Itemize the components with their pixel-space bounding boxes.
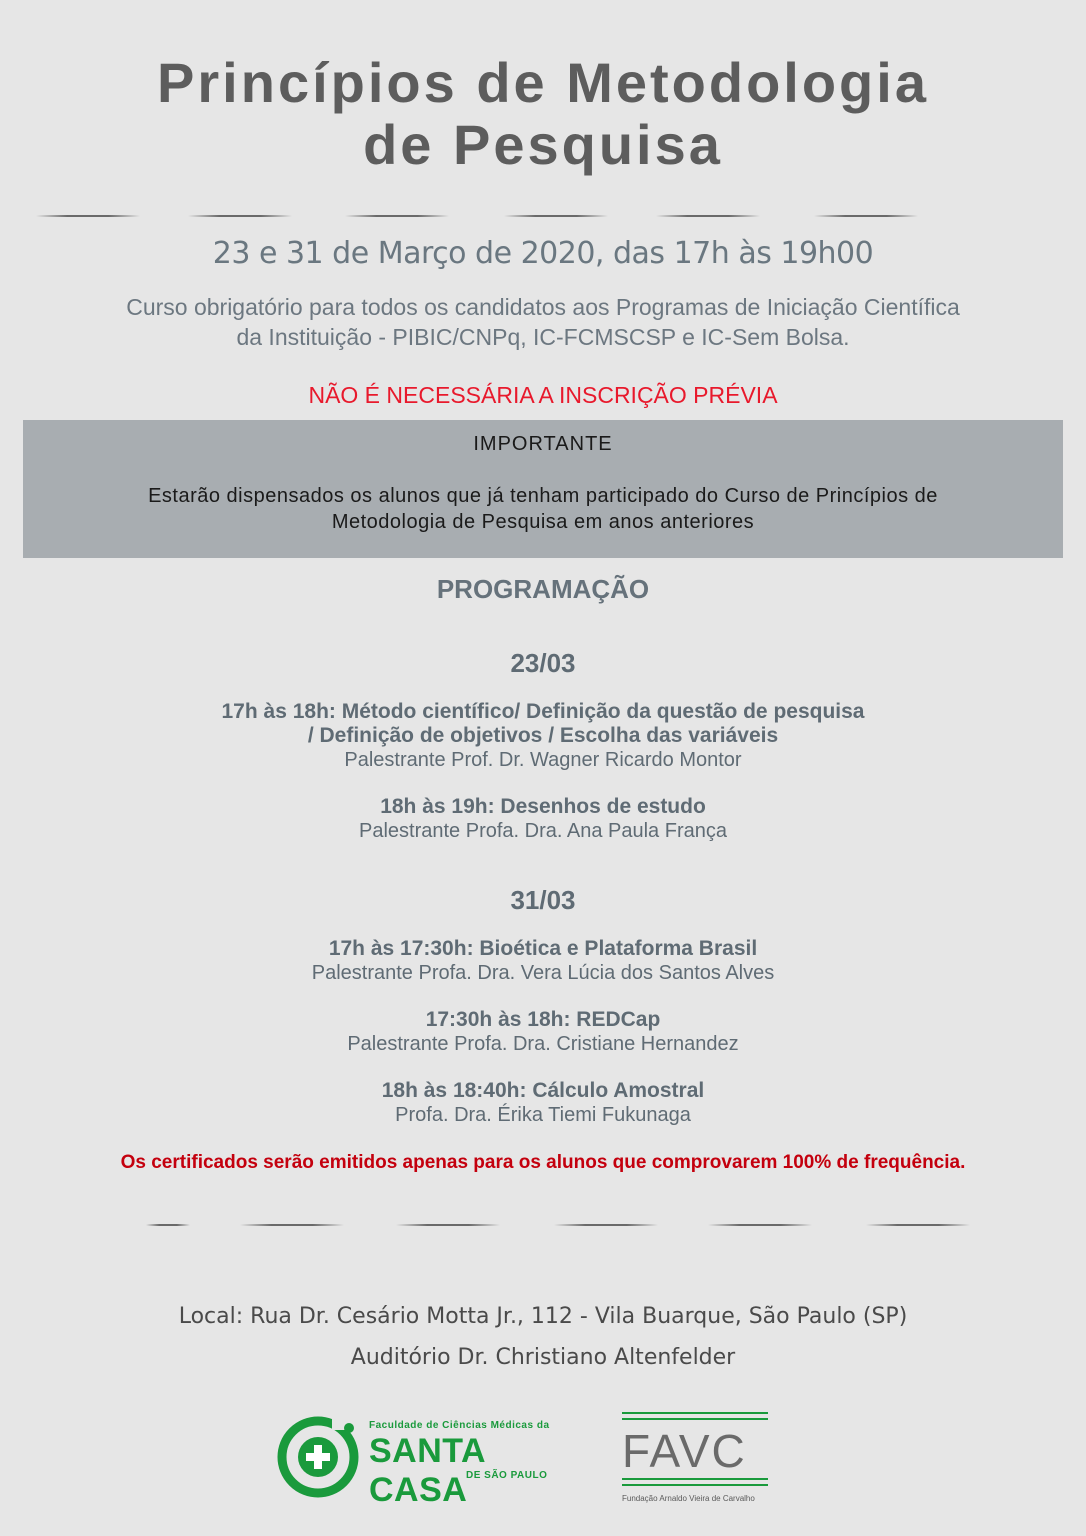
divider-dash xyxy=(36,215,140,217)
important-line-1: Estarão dispensados os alunos que já tenham participado do Curso de Princípios de xyxy=(148,485,938,507)
schedule-slot xyxy=(0,937,1086,985)
divider-dash xyxy=(656,215,760,217)
schedule-slot xyxy=(0,1079,1086,1127)
day-date: 31/03 xyxy=(510,885,576,915)
intro-line-2: da Instituição - PIBIC/CNPq, IC-FCMSCSP e IC-Sem Bolsa. xyxy=(236,324,850,350)
important-box xyxy=(23,420,1063,558)
favc-bottom-line xyxy=(622,1478,768,1480)
title-line-2: de Pesquisa xyxy=(363,113,723,176)
program-heading: PROGRAMAÇÃO xyxy=(436,574,650,604)
registration-alert: NÃO É NECESSÁRIA A INSCRIÇÃO PRÉVIA xyxy=(308,382,778,408)
slot-title-cont: / Definição de objetivos / Escolha das variáveis xyxy=(307,724,779,747)
santa-casa-bottom-text: DE SÃO PAULO xyxy=(466,1470,548,1481)
location: Local: Rua Dr. Cesário Motta Jr., 112 - Vila Buarque, São Paulo (SP) xyxy=(178,1304,908,1329)
title-line-1: Princípios de Metodologia xyxy=(157,51,929,114)
favc-bottom-line-2 xyxy=(622,1484,768,1486)
schedule-slot xyxy=(0,1008,1086,1056)
bottom-divider xyxy=(0,1224,1086,1228)
certificate-note: Os certificados serão emitidos apenas para os alunos que comprovarem 100% de frequência. xyxy=(120,1152,966,1173)
slot-speaker: Palestrante Profa. Dra. Vera Lúcia dos Santos Alves xyxy=(311,962,775,984)
favc-name: FAVC xyxy=(622,1425,747,1477)
divider-dash xyxy=(345,215,449,217)
slot-speaker: Palestrante Profa. Dra. Ana Paula França xyxy=(359,820,727,842)
intro-text xyxy=(0,292,1086,352)
intro-line-1: Curso obrigatório para todos os candidatos aos Programas de Iniciação Científica xyxy=(126,294,960,320)
important-text xyxy=(23,483,1063,535)
favc-top-line-2 xyxy=(622,1418,768,1420)
santa-casa-name: SANTA CASA xyxy=(369,1432,485,1509)
favc-top-line xyxy=(622,1412,768,1414)
slot-title: 17:30h às 18h: REDCap xyxy=(425,1008,661,1031)
favc-logo xyxy=(616,1410,776,1510)
divider-dash xyxy=(814,215,918,217)
divider-dash xyxy=(240,1224,344,1226)
auditorium: Auditório Dr. Christiano Altenfelder xyxy=(350,1345,736,1370)
date-line: 23 e 31 de Março de 2020, das 17h às 19h00 xyxy=(212,236,874,271)
slot-speaker: Profa. Dra. Érika Tiemi Fukunaga xyxy=(395,1104,691,1126)
day-date: 23/03 xyxy=(510,648,576,678)
divider-dash xyxy=(504,215,608,217)
santa-casa-top-text: Faculdade de Ciências Médicas da xyxy=(369,1420,550,1431)
santa-casa-logo xyxy=(276,1410,566,1509)
important-title: IMPORTANTE xyxy=(473,433,613,455)
schedule-slot xyxy=(0,795,1086,843)
divider-dash xyxy=(188,215,292,217)
schedule-slot xyxy=(0,700,1086,772)
santa-casa-emblem-icon xyxy=(276,1412,366,1502)
divider-dash xyxy=(708,1224,812,1226)
important-line-2: Metodologia de Pesquisa em anos anteriores xyxy=(331,511,755,533)
favc-subtitle: Fundação Arnaldo Vieira de Carvalho xyxy=(622,1494,755,1503)
top-divider xyxy=(0,215,1086,219)
slot-title: 18h às 18:40h: Cálculo Amostral xyxy=(381,1079,705,1102)
page-title xyxy=(0,52,1086,176)
slot-title: 17h às 17:30h: Bioética e Plataforma Brasil xyxy=(328,937,758,960)
slot-speaker: Palestrante Prof. Dr. Wagner Ricardo Montor xyxy=(344,749,742,771)
divider-dash xyxy=(554,1224,658,1226)
slot-title: 18h às 19h: Desenhos de estudo xyxy=(380,795,706,818)
divider-dash xyxy=(866,1224,970,1226)
divider-dash xyxy=(146,1224,190,1226)
slot-speaker: Palestrante Profa. Dra. Cristiane Hernandez xyxy=(347,1033,739,1055)
slot-title: 17h às 18h: Método científico/ Definição da questão de pesquisa xyxy=(221,700,865,723)
divider-dash xyxy=(396,1224,500,1226)
